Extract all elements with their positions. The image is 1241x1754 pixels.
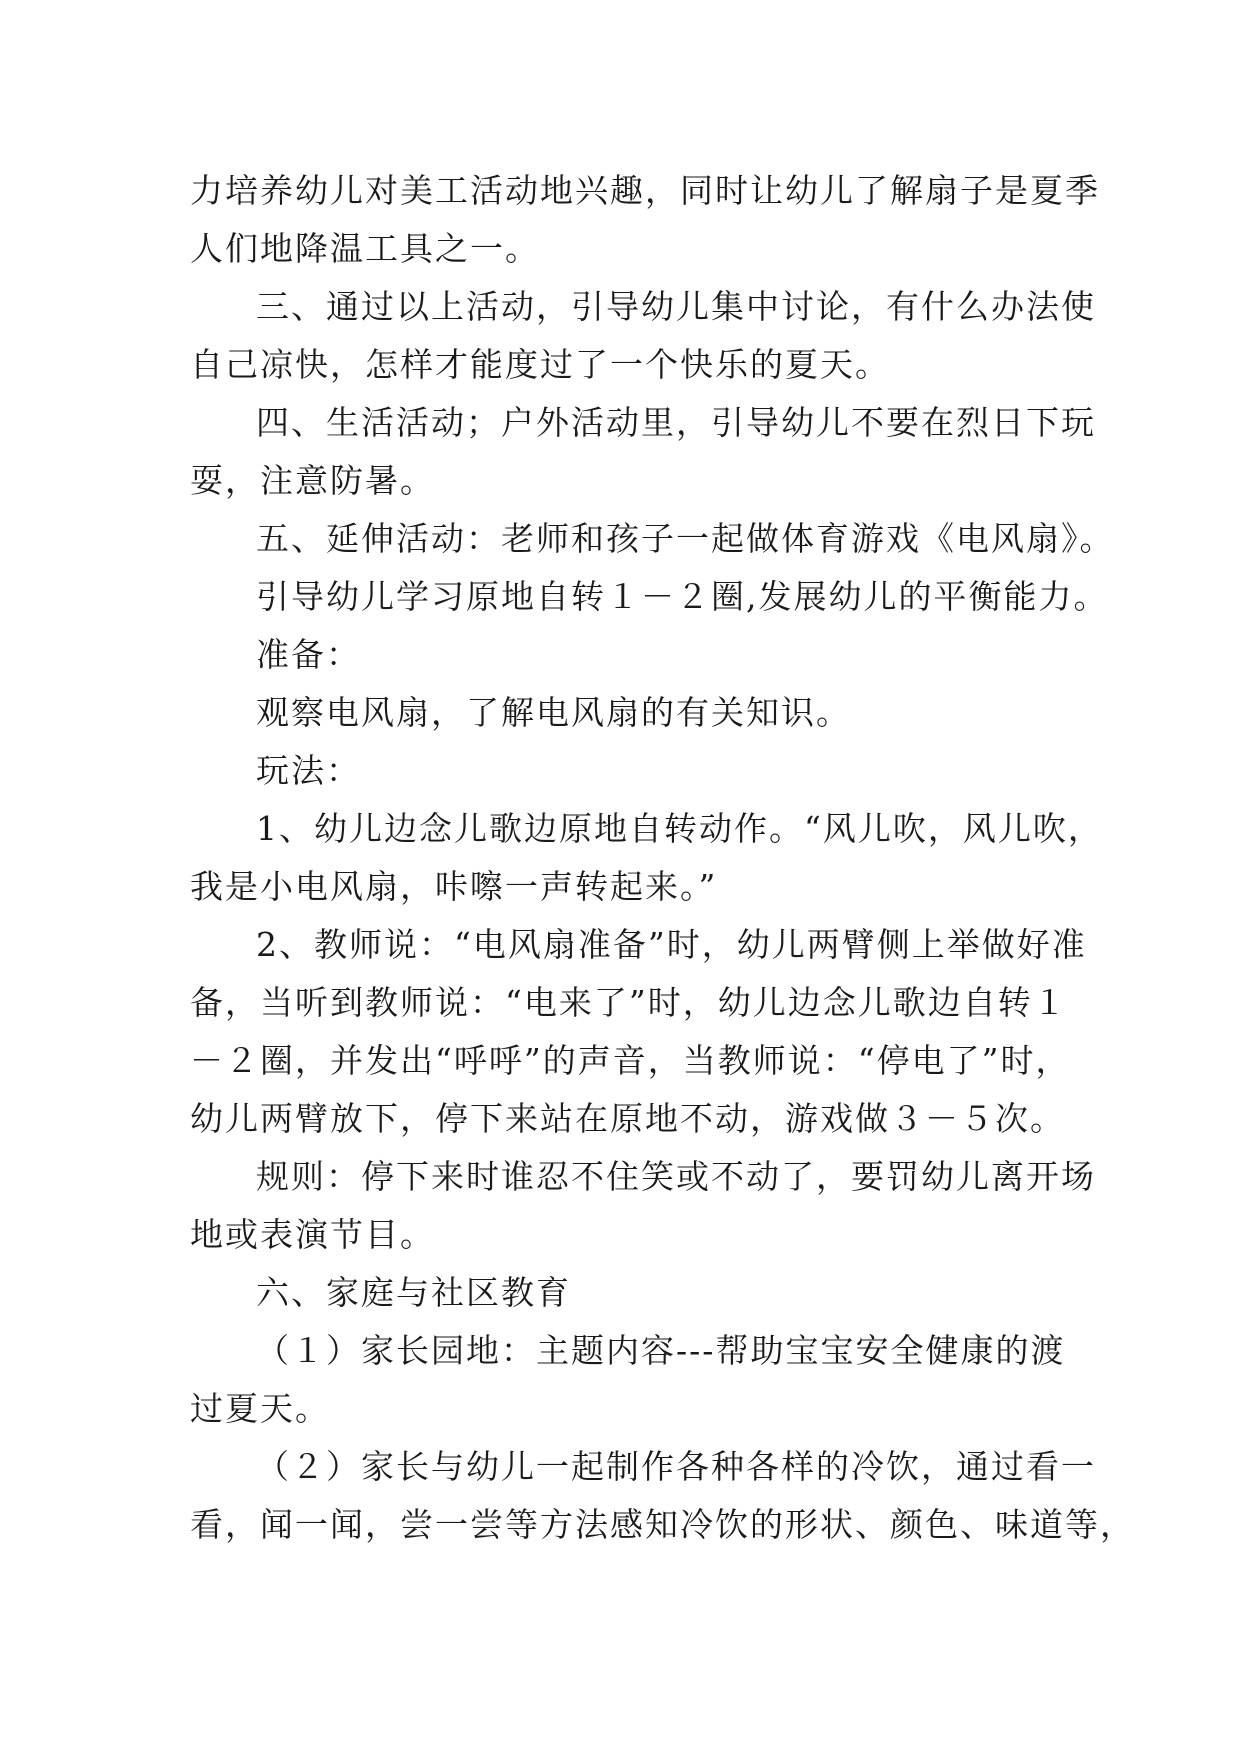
text-line: 我是小电风扇，咔嚓一声转起来。”: [190, 867, 718, 906]
text-line: 四、生活活动；户外活动里，引导幼儿不要在烈日下玩: [256, 403, 1096, 442]
text-line: 耍，注意防暑。: [190, 461, 435, 500]
text-line: 三、通过以上活动，引导幼儿集中讨论，有什么办法使: [256, 287, 1096, 326]
text-line: 过夏天。: [190, 1389, 330, 1428]
text-line: 力培养幼儿对美工活动地兴趣，同时让幼儿了解扇子是夏季: [190, 171, 1100, 210]
text-line: 自己凉快，怎样才能度过了一个快乐的夏天。: [190, 345, 890, 384]
text-line: 备，当听到教师说：“电来了”时，幼儿边念儿歌边自转１: [190, 983, 1068, 1022]
text-line: 看，闻一闻，尝一尝等方法感知冷饮的形状、颜色、味道等，: [190, 1505, 1135, 1544]
text-line: （２）家长与幼儿一起制作各种各样的冷饮，通过看一: [256, 1447, 1096, 1486]
text-line: 幼儿两臂放下，停下来站在原地不动，游戏做３－５次。: [190, 1099, 1065, 1138]
text-line: 六、家庭与社区教育: [256, 1273, 571, 1312]
text-line: 观察电风扇，了解电风扇的有关知识。: [256, 693, 851, 732]
text-line: 玩法：: [256, 751, 361, 790]
document-body: [190, 162, 1135, 1554]
text-line: 2、教师说：“电风扇准备”时，幼儿两臂侧上举做好准: [256, 925, 1087, 964]
text-line: 规则：停下来时谁忍不住笑或不动了，要罚幼儿离开场: [256, 1157, 1096, 1196]
text-line: －２圈，并发出“呼呼”的声音，当教师说：“停电了”时，: [190, 1041, 1071, 1080]
text-line: 引导幼儿学习原地自转１－２圈,发展幼儿的平衡能力。: [256, 577, 1109, 616]
text-line: 准备：: [256, 635, 361, 674]
text-line: （１）家长园地：主题内容---帮助宝宝安全健康的渡: [256, 1331, 1066, 1370]
text-line: 地或表演节目。: [190, 1215, 435, 1254]
text-line: 人们地降温工具之一。: [190, 229, 540, 268]
text-line: 1、幼儿边念儿歌边原地自转动作。“风儿吹，风儿吹，: [256, 809, 1103, 848]
text-line: 五、延伸活动：老师和孩子一起做体育游戏《电风扇》。: [256, 519, 1115, 558]
